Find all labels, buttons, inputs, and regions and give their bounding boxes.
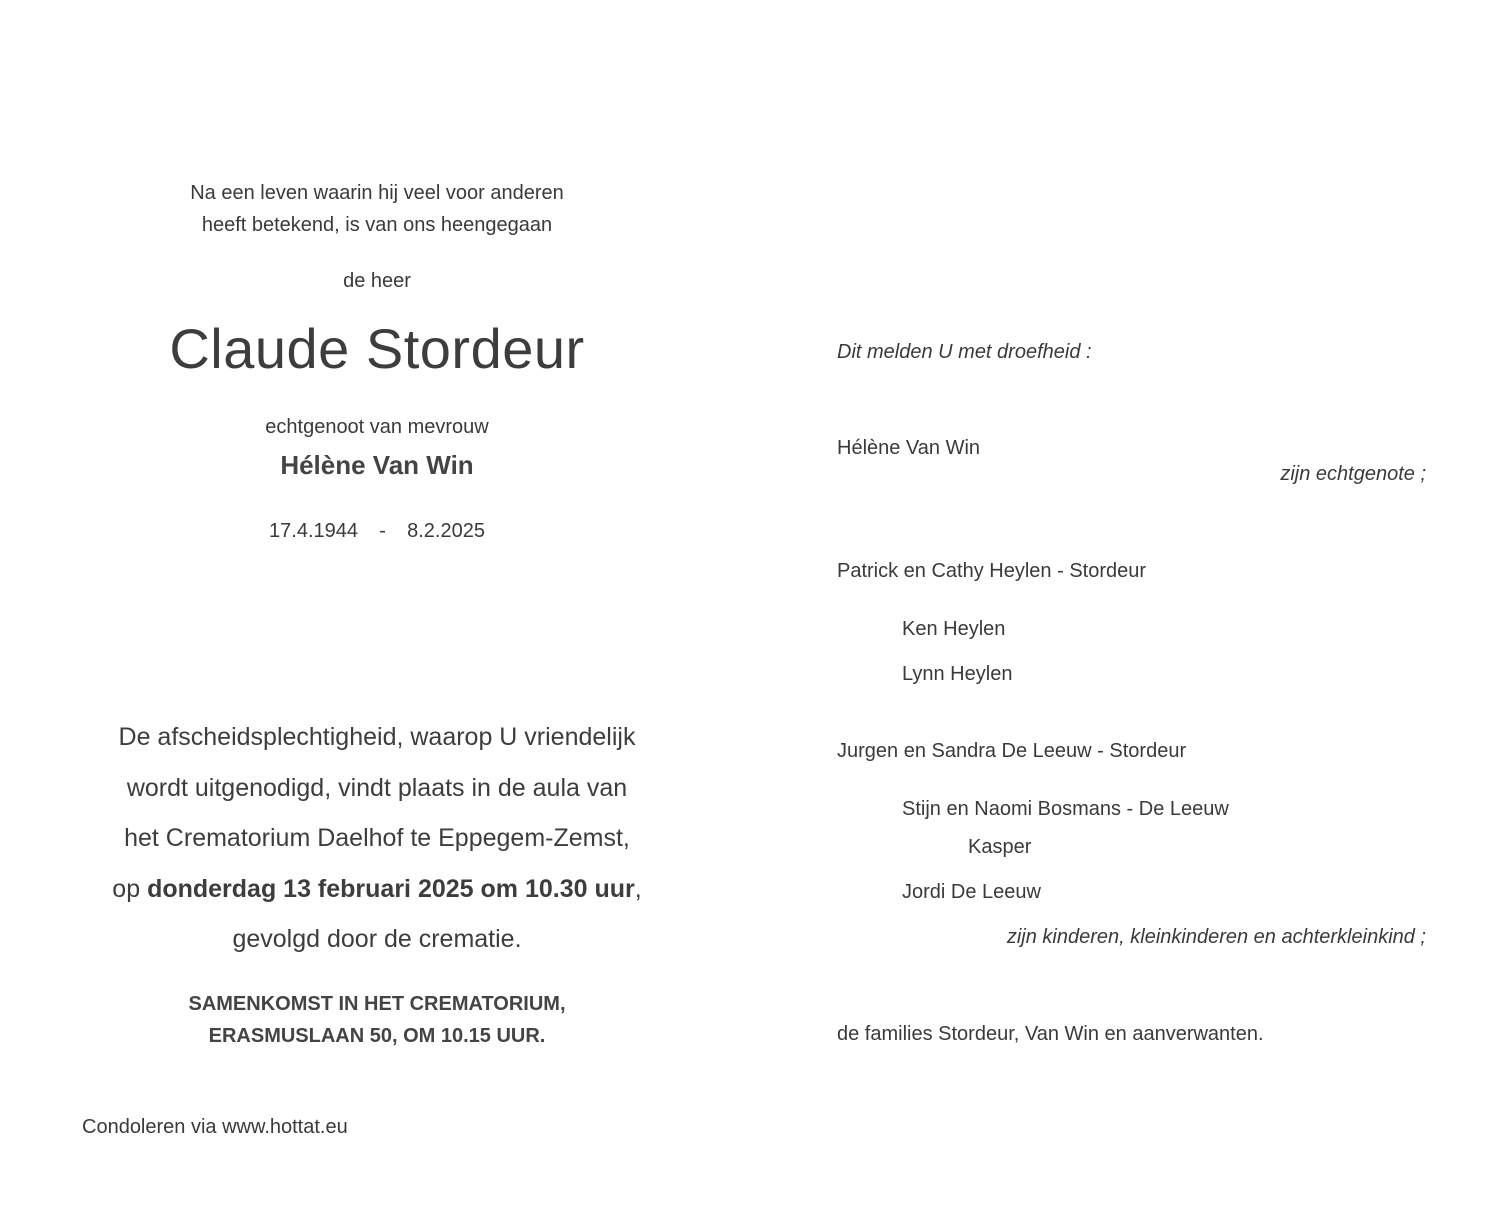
ceremony-line-2: wordt uitgenodigd, vindt plaats in de aula van [126, 773, 628, 802]
spouse-label: echtgenoot van mevrouw [265, 416, 489, 438]
ceremony-text [77, 712, 677, 965]
child-2: Jurgen en Sandra De Leeuw - Stordeur [837, 740, 1187, 762]
gathering-line-1: SAMENKOMST IN HET CREMATORIUM, [188, 993, 566, 1015]
intro-text [77, 177, 677, 241]
announcement-intro: Dit melden U met droefheid : [837, 341, 1092, 363]
gathering-info [77, 988, 677, 1052]
birth-date: 17.4.1944 [269, 520, 358, 542]
child-1: Patrick en Cathy Heylen - Stordeur [837, 560, 1147, 582]
ceremony-line-3: het Crematorium Daelhof te Eppegem-Zemst, [124, 824, 630, 852]
families: de families Stordeur, Van Win en aanverwanten. [837, 1023, 1264, 1045]
ceremony-date-suffix: , [634, 874, 642, 903]
life-dates [77, 520, 677, 543]
ceremony-line-4 [77, 864, 677, 915]
spouse-role: zijn echtgenote ; [1280, 463, 1426, 485]
great-grandchild: Kasper [968, 836, 1032, 858]
intro-line-2: heeft betekend, is van ons heengegaan [201, 214, 553, 236]
announcement-spouse: Hélène Van Win [837, 437, 981, 459]
grandchild-3: Stijn en Naomi Bosmans - De Leeuw [902, 798, 1229, 820]
death-date: 8.2.2025 [407, 520, 485, 542]
ceremony-date: donderdag 13 februari 2025 om 10.30 uur [147, 874, 635, 903]
title-prefix: de heer [343, 270, 411, 292]
grandchild-2: Lynn Heylen [902, 663, 1013, 685]
children-role: zijn kinderen, kleinkinderen en achterkleinkind ; [1006, 926, 1426, 948]
spouse-name: Hélène Van Win [280, 450, 474, 480]
deceased-name: Claude Stordeur [169, 317, 585, 380]
date-separator: - [379, 520, 386, 542]
ceremony-line-5: gevolgd door de crematie. [232, 925, 522, 953]
gathering-line-2: ERASMUSLAAN 50, OM 10.15 UUR. [208, 1025, 546, 1047]
condolence-link[interactable]: Condoleren via www.hottat.eu [82, 1116, 348, 1138]
ceremony-line-1: De afscheidsplechtigheid, waarop U vriendelijk [118, 723, 636, 751]
grandchild-1: Ken Heylen [902, 618, 1006, 640]
grandchild-4: Jordi De Leeuw [902, 881, 1041, 903]
intro-line-1: Na een leven waarin hij veel voor anderen [190, 182, 564, 204]
ceremony-date-prefix: op [112, 874, 148, 903]
